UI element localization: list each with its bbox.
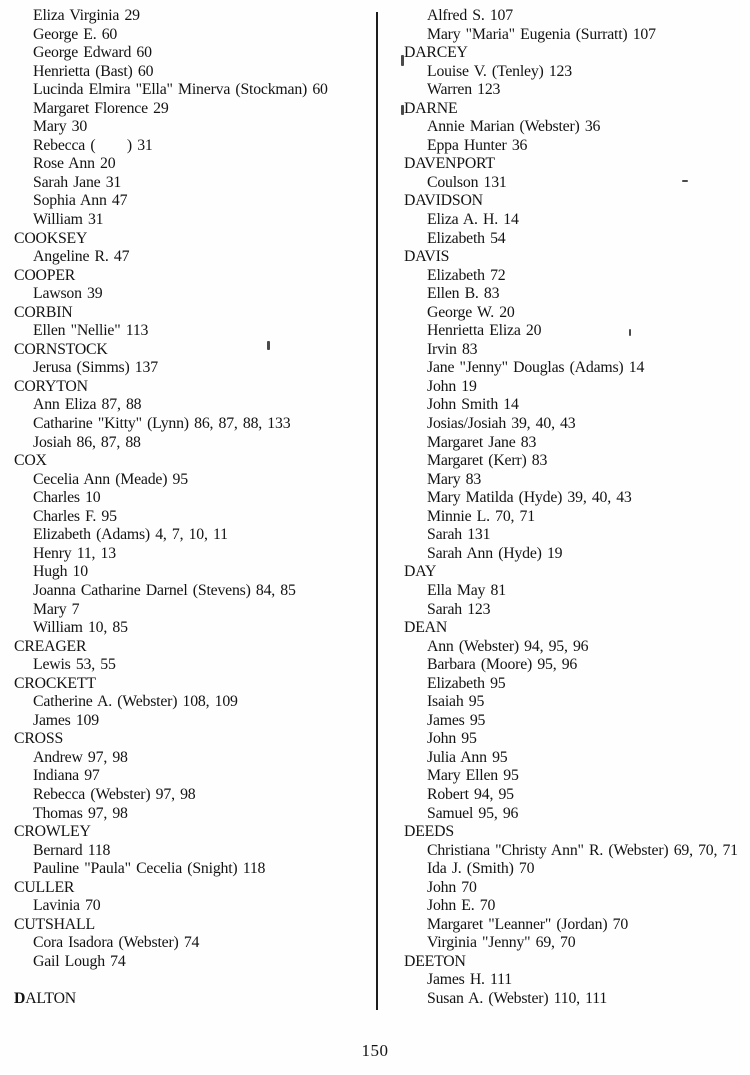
index-left-column [14,7,375,1009]
index-entry: Catherine A. (Webster) 108, 109 [33,693,238,711]
index-entry: James H. 111 [427,971,512,989]
index-entry: Charles 10 [33,489,101,507]
index-entry: Isaiah 95 [427,693,485,711]
surname-heading: DEEDS [404,823,454,841]
index-entry: Josiah 86, 87, 88 [33,433,141,451]
index-entry: Gail Lough 74 [33,952,126,970]
index-entry: Ann (Webster) 94, 95, 96 [427,637,589,655]
index-entry: Mary Matilda (Hyde) 39, 40, 43 [427,489,632,507]
scan-artifact [401,105,404,115]
index-entry: Lawson 39 [33,285,103,303]
index-entry: Catharine "Kitty" (Lynn) 86, 87, 88, 133 [33,415,291,433]
index-entry: Thomas 97, 98 [33,804,128,822]
index-entry: Louise V. (Tenley) 123 [427,62,572,80]
index-entry: Ann Eliza 87, 88 [33,396,142,414]
surname-heading: CROCKETT [14,674,96,692]
index-entry: Lucinda Elmira "Ella" Minerva (Stockman) 60 [33,81,328,99]
surname-heading: DAVENPORT [404,155,495,173]
index-entry: Susan A. (Webster) 110, 111 [427,989,608,1007]
index-entry: Minnie L. 70, 71 [427,507,535,525]
index-entry: Elizabeth 54 [427,229,506,247]
surname-heading: CUTSHALL [14,915,95,933]
index-entry: Henry 11, 13 [33,544,116,562]
index-entry: Rebecca (Webster) 97, 98 [33,785,196,803]
index-entry: Ellen B. 83 [427,285,500,303]
surname-heading: CROSS [14,730,64,748]
surname-heading: DALTON [14,989,77,1007]
index-entry: Mary "Maria" Eugenia (Surratt) 107 [427,25,656,43]
index-entry: Eppa Hunter 36 [427,136,528,154]
surname-heading: CROWLEY [14,823,91,841]
index-entry: Henrietta (Bast) 60 [33,62,154,80]
scan-artifact [401,55,404,66]
index-entry: Robert 94, 95 [427,785,514,803]
surname-heading: COOPER [14,266,76,284]
index-entry: John 95 [427,730,477,748]
index-entry: Indiana 97 [33,767,100,785]
index-entry: Ida J. (Smith) 70 [427,860,535,878]
index-right-column [404,7,749,1009]
blank-line [14,971,375,990]
index-entry: Ellen "Nellie" 113 [33,322,149,340]
index-entry: Sarah Ann (Hyde) 19 [427,544,563,562]
index-entry: John Smith 14 [427,396,519,414]
surname-heading: CORYTON [14,377,88,395]
index-entry: Margaret (Kerr) 83 [427,452,548,470]
index-entry: William 10, 85 [33,619,128,637]
surname-heading: DAY [404,563,437,581]
column-divider [376,12,378,1010]
index-entry: Andrew 97, 98 [33,748,128,766]
index-entry: Alfred S. 107 [427,7,513,24]
surname-heading: DAVIS [404,248,450,266]
index-entry: Mary 30 [33,118,88,136]
index-entry: Hugh 10 [33,563,88,581]
index-entry: Jerusa (Simms) 137 [33,359,158,377]
index-entry: Mary 7 [33,600,80,618]
index-entry: John 70 [427,878,477,896]
index-entry: Mary 83 [427,470,482,488]
index-entry: Virginia "Jenny" 69, 70 [427,934,576,952]
index-entry: Cecelia Ann (Meade) 95 [33,470,188,488]
index-entry: John 19 [427,377,477,395]
surname-heading: CULLER [14,878,75,896]
index-entry: Josias/Josiah 39, 40, 43 [427,415,576,433]
surname-heading: DEAN [404,619,448,637]
surname-heading: DEETON [404,952,466,970]
index-entry: Julia Ann 95 [427,748,508,766]
index-entry: Joanna Catharine Darnel (Stevens) 84, 85 [33,581,296,599]
index-entry: Sarah 123 [427,600,491,618]
surname-heading: CORNSTOCK [14,340,108,358]
index-entry: Coulson 131 [427,173,507,191]
index-entry: George E. 60 [33,25,118,43]
index-entry: Elizabeth (Adams) 4, 7, 10, 11 [33,526,228,544]
index-entry: Sophia Ann 47 [33,192,128,210]
index-entry: Elizabeth 72 [427,266,506,284]
index-entry: Cora Isadora (Webster) 74 [33,934,200,952]
surname-heading: CREAGER [14,637,87,655]
surname-heading: CORBIN [14,303,73,321]
scan-artifact [682,180,688,182]
surname-heading: DARCEY [404,44,468,62]
index-entry: Rebecca ( ) 31 [33,136,153,154]
index-entry: Pauline "Paula" Cecelia (Snight) 118 [33,860,266,878]
index-entry: Eliza A. H. 14 [427,211,519,229]
index-entry: Margaret Florence 29 [33,99,169,117]
index-entry: Barbara (Moore) 95, 96 [427,656,578,674]
index-entry: Bernard 118 [33,841,111,859]
index-entry: Lewis 53, 55 [33,656,116,674]
surname-bold-initial: D [14,989,26,1007]
index-entry: Eliza Virginia 29 [33,7,140,24]
scan-artifact [267,341,270,350]
index-entry: Sarah Jane 31 [33,173,122,191]
index-entry: Elizabeth 95 [427,674,506,692]
surname-heading: COX [14,452,47,470]
index-entry: George W. 20 [427,303,515,321]
index-entry: Jane "Jenny" Douglas (Adams) 14 [427,359,645,377]
index-entry: James 109 [33,711,99,729]
index-entry: Mary Ellen 95 [427,767,519,785]
index-entry: George Edward 60 [33,44,152,62]
index-entry: James 95 [427,711,486,729]
index-entry: Warren 123 [427,81,501,99]
index-entry: John E. 70 [427,897,496,915]
index-entry: Annie Marian (Webster) 36 [427,118,601,136]
index-entry: Irvin 83 [427,340,478,358]
index-entry: Lavinia 70 [33,897,101,915]
index-entry: Angeline R. 47 [33,248,130,266]
surname-heading: COOKSEY [14,229,88,247]
index-entry: Margaret "Leanner" (Jordan) 70 [427,915,629,933]
index-entry: Ella May 81 [427,581,506,599]
index-entry: Charles F. 95 [33,507,117,525]
scan-artifact [629,329,631,336]
surname-heading: DARNE [404,99,458,117]
page-number: 150 [361,1041,389,1060]
index-entry: William 31 [33,211,104,229]
surname-heading: DAVIDSON [404,192,483,210]
index-entry: Rose Ann 20 [33,155,116,173]
index-entry: Margaret Jane 83 [427,433,537,451]
index-entry: Sarah 131 [427,526,491,544]
index-entry: Henrietta Eliza 20 [427,322,542,340]
index-entry: Samuel 95, 96 [427,804,519,822]
index-entry: Christiana "Christy Ann" R. (Webster) 69, 70, 71 [427,841,738,859]
